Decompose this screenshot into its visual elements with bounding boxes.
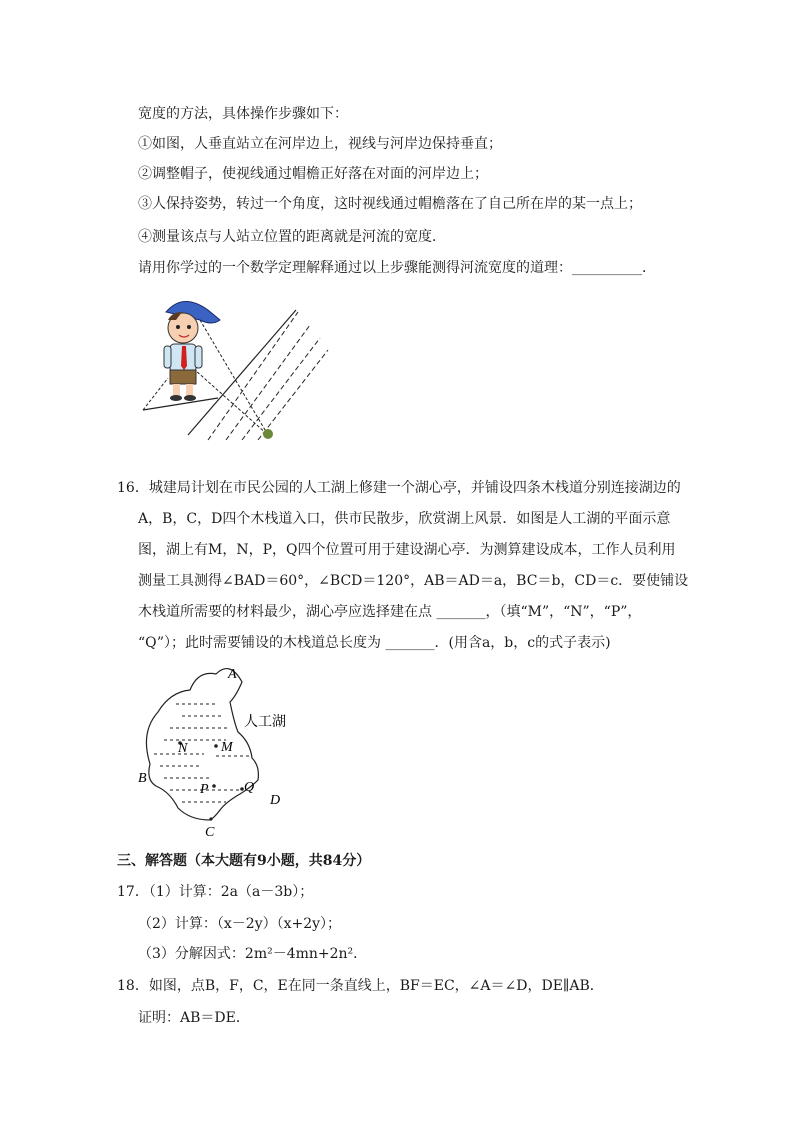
q15-question: 请用你学过的一个数学定理解释通过以上步骤能测得河流宽度的道理：__________．: [138, 260, 656, 276]
q15-step-3: ③人保持姿势，转过一个角度，这时视线通过帽檐落在了自己所在岸的某一点上；: [138, 196, 642, 212]
q15-step-4: ④测量该点与人站立位置的距离就是河流的宽度．: [138, 229, 446, 245]
river-wave-3: [242, 338, 320, 440]
q16-line-1: 16．城建局计划在市民公园的人工湖上修建一个湖心亭，并铺设四条木栈道分别连接湖边的: [117, 480, 681, 496]
lake-figure: [130, 662, 300, 840]
point-p: [212, 784, 216, 788]
label-c: C: [205, 825, 215, 840]
point-m: [214, 744, 218, 748]
section-title: 三、解答题（本大题有9小题，共84分）: [117, 853, 371, 869]
river-wave-1: [208, 312, 298, 440]
q15-line-1: 宽度的方法，具体操作步骤如下：: [138, 106, 348, 122]
q17-part-3: （3）分解因式：2m²－4mn+2n²．: [138, 946, 368, 962]
q16-line-3: 图，湖上有M，N，P，Q四个位置可用于建设湖心亭．为测算建设成本，工作人员利用: [138, 542, 676, 558]
lake-outline: [146, 669, 258, 820]
q18-line-1: 18．如图，点B，F，C，E在同一条直线上，BF＝EC，∠A＝∠D，DE∥AB．: [117, 978, 604, 994]
river-width-figure: [138, 290, 338, 450]
label-q: Q: [244, 780, 255, 795]
river-bank-near: [188, 310, 296, 435]
label-d: D: [270, 793, 281, 808]
q17-part-2: （2）计算：（x－2y）（x+2y）；: [138, 916, 342, 932]
q16-line-4: 测量工具测得∠BAD＝60°，∠BCD＝120°，AB＝AD＝a，BC＝b，CD＝c．要使铺设: [138, 573, 689, 589]
q16-line-5: 木栈道所需要的材料最少，湖心亭应选择建在点 _______，（填“M”，“N”，“P”，: [138, 604, 642, 620]
label-m: M: [221, 740, 233, 755]
label-n: N: [178, 741, 188, 756]
boy-icon: [164, 301, 220, 401]
q18-proof: 证明：AB＝DE．: [138, 1010, 250, 1026]
far-bank-point-icon: [263, 429, 273, 439]
q17-part-1: 17．（1）计算：2a（a－3b）；: [117, 884, 314, 900]
point-c: [209, 817, 212, 820]
q15-step-2: ②调整帽子，使视线通过帽檐正好落在对面的河岸边上；: [138, 166, 488, 182]
sight-line-1: [200, 320, 268, 435]
q15-step-1: ①如图，人垂直站立在河岸边上，视线与河岸边保持垂直；: [138, 136, 502, 152]
sight-line-ground: [143, 378, 168, 410]
label-a: A: [228, 667, 237, 682]
lake-label: 人工湖: [244, 715, 286, 730]
label-b: B: [138, 771, 147, 786]
river-wave-4: [258, 350, 328, 440]
q16-line-2: A，B，C，D四个木栈道入口，供市民散步，欣赏湖上风景．如图是人工湖的平面示意: [138, 511, 671, 527]
q16-line-6: “Q”）；此时需要铺设的木栈道总长度为 _______．(用含a，b，c的式子表示): [138, 635, 611, 651]
label-p: P: [200, 782, 209, 797]
